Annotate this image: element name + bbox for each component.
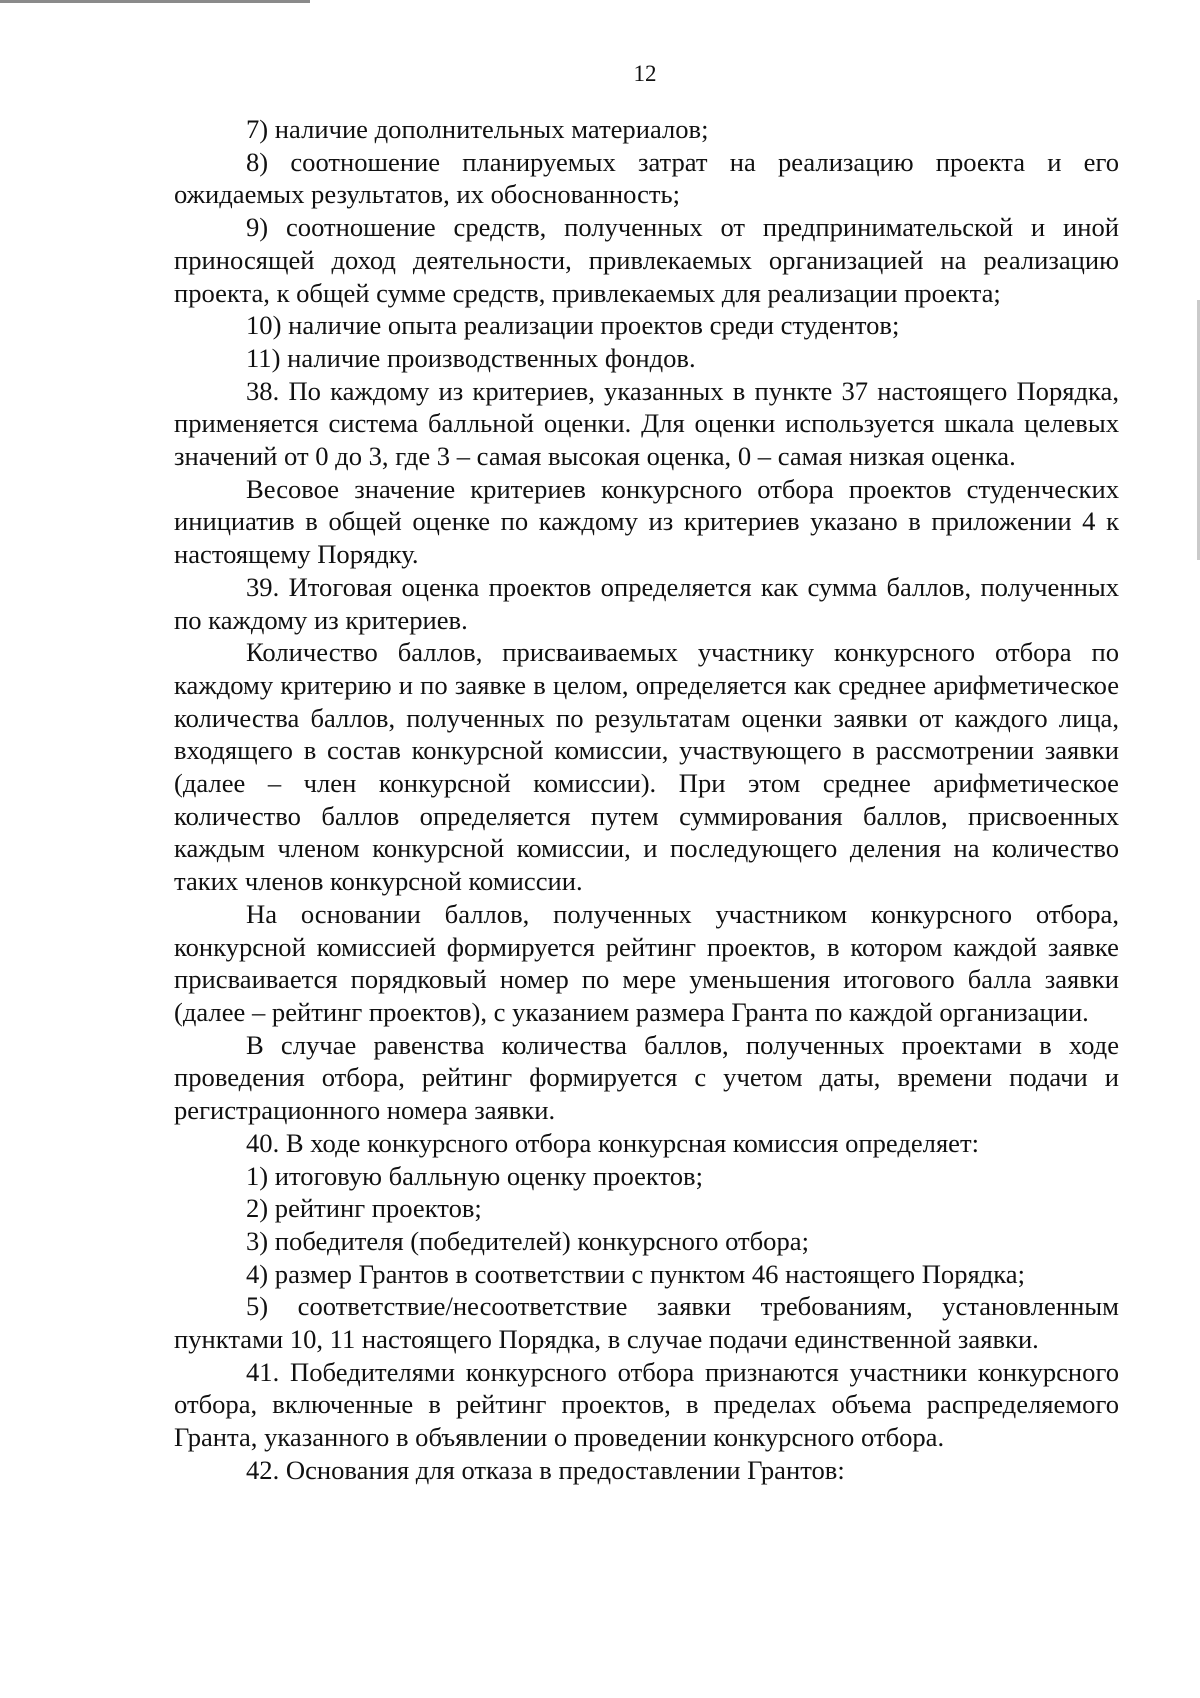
paragraph-rating: На основании баллов, полученных участником конкурсного отбора, конкурсной комиссией формируется рейтинг проектов, в котором каждой заявке присваивается порядковый номер по мере уменьшения итогового балла заявки (далее – рейтинг проектов), с указанием размера Гранта по каждой организации. xyxy=(174,898,1119,1027)
scan-edge-top xyxy=(0,0,310,3)
paragraph-40-item-3: 3) победителя (победителей) конкурсного отбора; xyxy=(246,1225,809,1256)
paragraph-equal-points: В случае равенства количества баллов, полученных проектами в ходе проведения отбора, рейтинг формируется с учетом даты, времени подачи и регистрационного номера заявки. xyxy=(174,1029,1119,1126)
paragraph-points-count: Количество баллов, присваиваемых участнику конкурсного отбора по каждому критерию и по заявке в целом, определяется как среднее арифметическое количества баллов, полученных по результатам оценки заявки от каждого лица, входящего в состав конкурсной комиссии, участвующего в рассмотрении заявки (далее – член конкурсной комиссии). При этом среднее арифметическое количество баллов определяется путем суммирования баллов, присвоенных каждым членом конкурсной комиссии, и последующего деления на количество таких членов конкурсной комиссии. xyxy=(174,637,1119,897)
paragraph-item-7: 7) наличие дополнительных материалов; xyxy=(246,114,709,144)
paragraph-40-item-1: 1) итоговую балльную оценку проектов; xyxy=(246,1160,703,1191)
paragraph-40-item-2: 2) рейтинг проектов; xyxy=(246,1193,482,1224)
paragraph-section-38: 38. По каждому из критериев, указанных в пункте 37 настоящего Порядка, применяется система балльной оценки. Для оценки используется шкала целевых значений от 0 до 3, где 3 – самая высокая оценка, 0 – самая низкая оценка. xyxy=(174,375,1119,472)
paragraph-item-9: 9) соотношение средств, полученных от предпринимательской и иной приносящей доход деятельности, привлекаемых организацией на реализацию проекта, к общей сумме средств, привлекаемых для реализации проекта; xyxy=(174,212,1119,308)
paragraph-item-11: 11) наличие производственных фондов. xyxy=(246,342,696,373)
paragraph-weight-values: Весовое значение критериев конкурсного отбора проектов студенческих инициатив в общей оценке по каждому из критериев указано в приложении 4 к настоящему Порядку. xyxy=(174,473,1119,570)
paragraph-item-10: 10) наличие опыта реализации проектов среди студентов; xyxy=(246,310,900,341)
document-body xyxy=(174,113,1119,1487)
page-number: 12 xyxy=(633,61,657,86)
paragraph-section-42: 42. Основания для отказа в предоставлении Грантов: xyxy=(246,1454,845,1485)
paragraph-40-item-5: 5) соответствие/несоответствие заявки требованиям, установленным пунктами 10, 11 настоящего Порядка, в случае подачи единственной заявки. xyxy=(174,1291,1119,1355)
paragraph-40-item-4: 4) размер Грантов в соответствии с пунктом 46 настоящего Порядка; xyxy=(246,1258,1025,1289)
paragraph-section-39: 39. Итоговая оценка проектов определяется как сумма баллов, полученных по каждому из критериев. xyxy=(174,571,1119,635)
paragraph-section-41: 41. Победителями конкурсного отбора признаются участники конкурсного отбора, включенные в рейтинг проектов, в пределах объема распределяемого Гранта, указанного в объявлении о проведении конкурсного отбора. xyxy=(174,1356,1119,1453)
paragraph-item-8: 8) соотношение планируемых затрат на реализацию проекта и его ожидаемых результатов, их обоснованность; xyxy=(174,146,1119,210)
paragraph-section-40: 40. В ходе конкурсного отбора конкурсная комиссия определяет: xyxy=(246,1127,980,1158)
